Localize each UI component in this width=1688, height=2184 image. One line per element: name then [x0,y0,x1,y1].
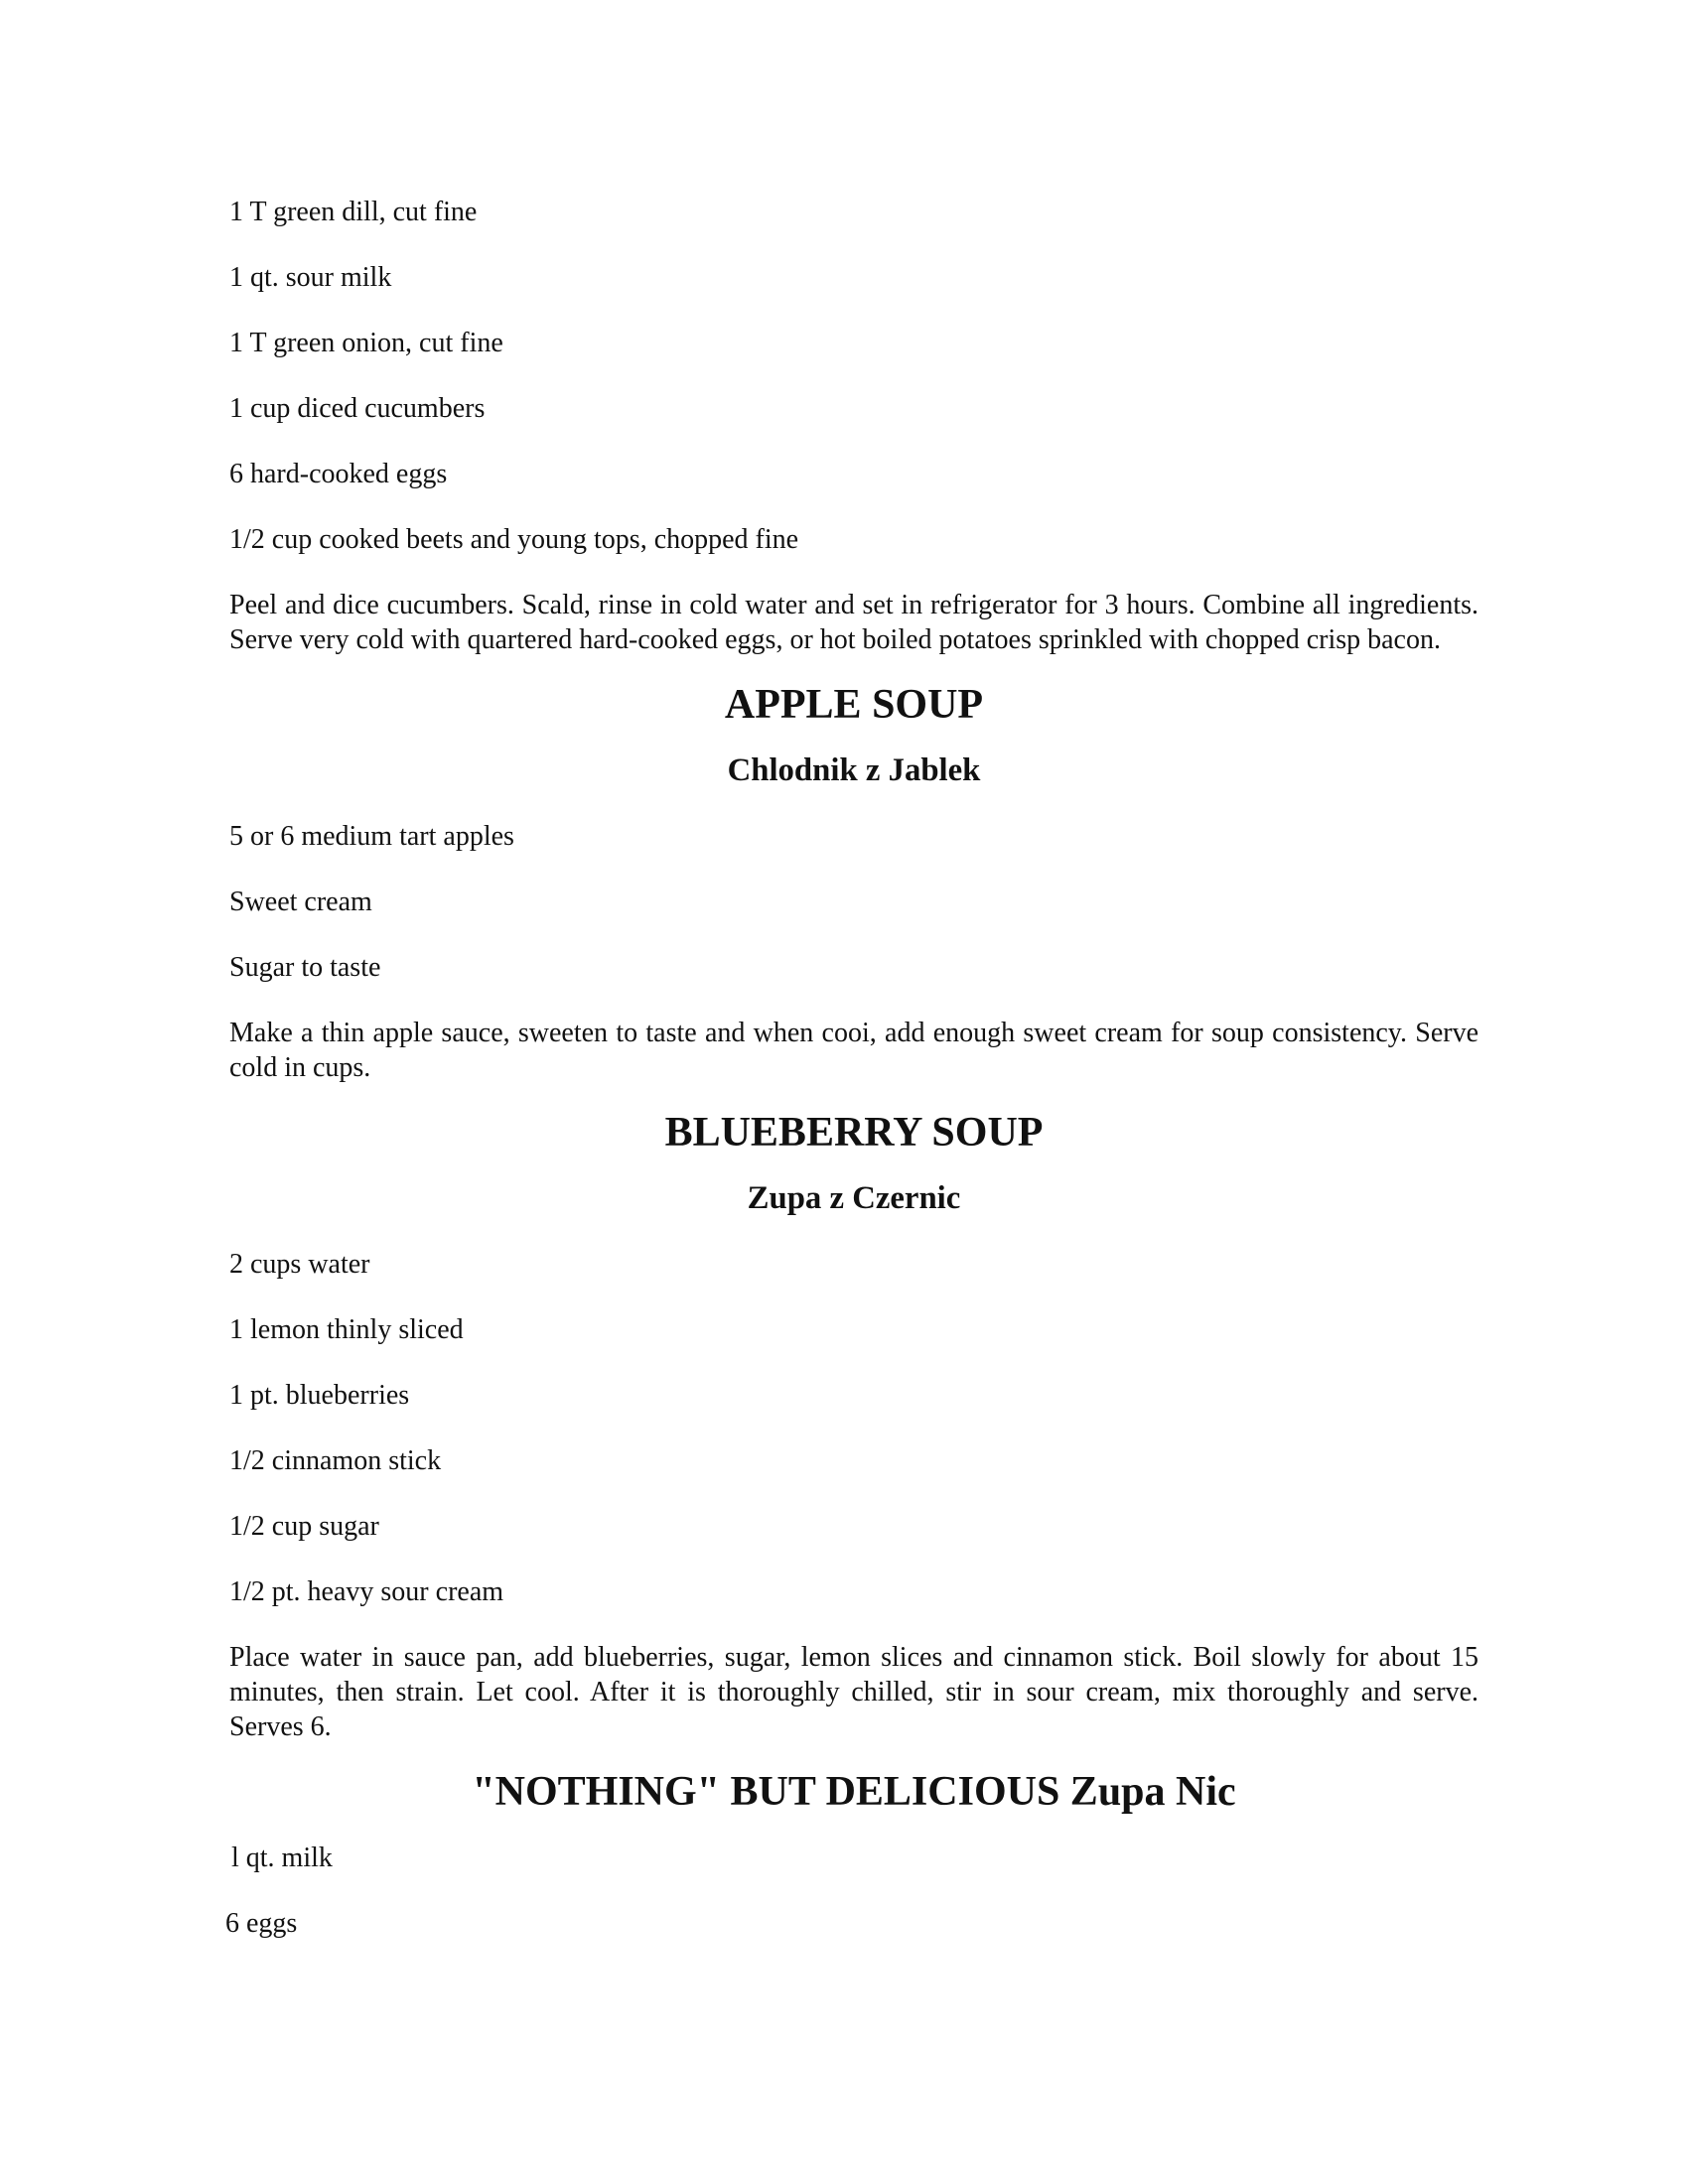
nothing-soup-recipe [225,1769,1478,1941]
ingredient-line: 1 qt. sour milk [229,262,392,293]
recipe-title: BLUEBERRY SOUP [664,1110,1044,1156]
ingredient-line: 1/2 cinnamon stick [229,1445,442,1476]
cold-soup-continued [229,195,1478,657]
directions-paragraph: Make a thin apple sauce, sweeten to taste and when cooi, add enough sweet cream for soup consistency. Serve cold in cups. [229,1018,1478,1083]
apple-soup-recipe [229,682,1478,1085]
document-page [225,195,1478,1972]
ingredient-line: 1 lemon thinly sliced [229,1314,464,1345]
ingredient-line: 1 T green dill, cut fine [229,197,478,227]
ingredient-line: 1 T green onion, cut fine [229,328,503,358]
ingredient-line: 5 or 6 medium tart apples [229,821,514,852]
recipe-subtitle: Zupa z Czernic [747,1180,961,1216]
ingredient-line: 1/2 cup cooked beets and young tops, chopped fine [229,524,799,555]
ingredient-line: 6 eggs [225,1908,298,1939]
recipe-subtitle: Chlodnik z Jablek [727,752,981,788]
directions-paragraph: Place water in sauce pan, add blueberries, sugar, lemon slices and cinnamon stick. Boil slowly for about 15 minutes, then strain. Let cool. After it is thoroughly chilled, stir in sour cream, mix thoroughly and serve. Serves 6. [229,1642,1478,1742]
ingredient-line: Sweet cream [229,887,372,917]
ingredient-line: l qt. milk [231,1843,333,1873]
ingredient-line: 1 cup diced cucumbers [229,393,486,424]
ingredient-line: 6 hard-cooked eggs [229,459,448,489]
recipe-title: "NOTHING" BUT DELICIOUS Zupa Nic [472,1769,1236,1815]
ingredient-line: 2 cups water [229,1249,370,1280]
directions-paragraph: Peel and dice cucumbers. Scald, rinse in cold water and set in refrigerator for 3 hours. Combine all ingredients. Serve very cold with quartered hard-cooked eggs, or hot boiled potatoes sprinkled with chopped crisp bacon. [229,590,1478,655]
ingredient-line: 1/2 cup sugar [229,1511,379,1542]
ingredient-line: Sugar to taste [229,952,381,983]
ingredient-line: 1/2 pt. heavy sour cream [229,1576,504,1607]
ingredient-line: 1 pt. blueberries [229,1380,410,1411]
recipe-title: APPLE SOUP [724,682,984,728]
blueberry-soup-recipe [229,1110,1478,1744]
